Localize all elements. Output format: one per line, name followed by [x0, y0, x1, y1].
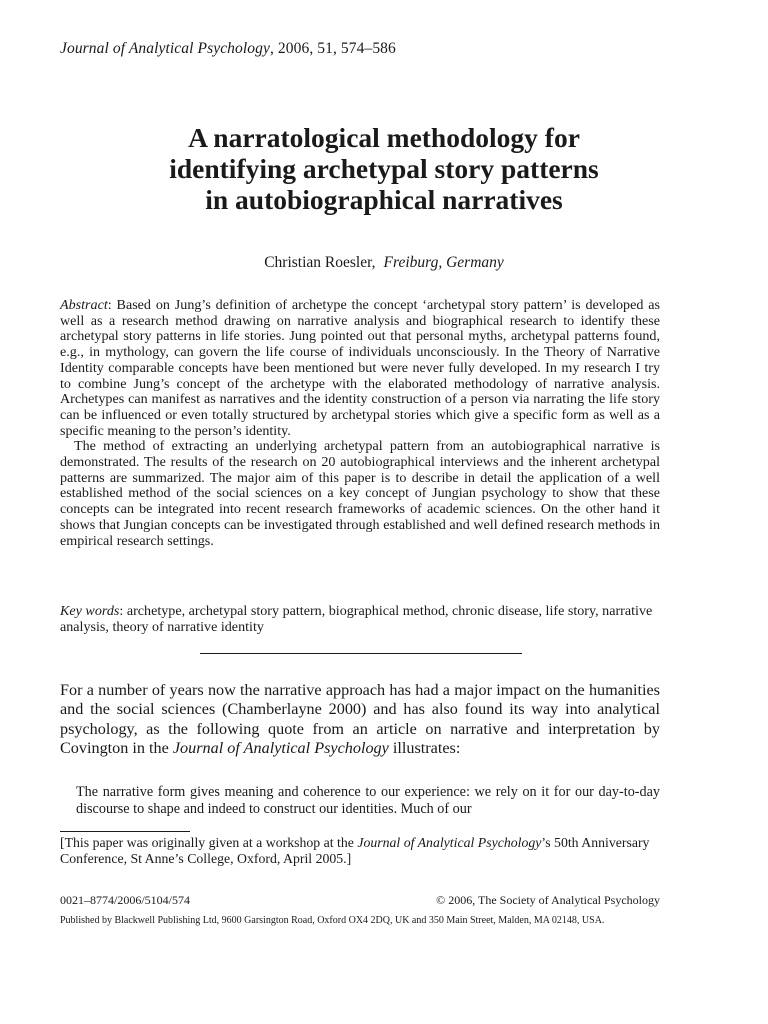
body-intro	[60, 681, 660, 759]
intro-text-start: For a number of years now the narrative approach has had a major impact on the humanities and the social sciences (Chamberlayne 2000) and has also found its way into analytical psychology, as the following quote from an article on narrative and interpretation by Covington in the	[60, 681, 660, 758]
footer-line	[60, 893, 660, 908]
abstract-paragraph-2: The method of extracting an underlying archetypal pattern from an autobiographical narrative is demonstrated. The results of the research on 20 autobiographical interviews and the inherent archetypal patterns are summarized. The major aim of this paper is to describe in detail the application of a well established method of the social sciences on a key concept of Jungian psychology to show that these concepts can be integrated into recent research frameworks of academic sciences. On the other hand it shows that Jungian concepts can be investigated through established and well defined research methods in empirical research settings.	[60, 438, 660, 549]
journal-name: Journal of Analytical Psychology	[60, 40, 270, 57]
footnote-text	[60, 835, 660, 867]
intro-text-end: illustrates:	[388, 739, 461, 758]
title-line-3: in autobiographical narratives	[205, 184, 563, 215]
abstract-label: Abstract	[60, 297, 108, 313]
journal-citation	[60, 40, 396, 58]
publisher-info: Published by Blackwell Publishing Ltd, 9600 Garsington Road, Oxford OX4 2DQ, UK and 350 Main Street, Malden, MA 02148, USA.	[60, 915, 605, 926]
copyright-notice: © 2006, The Society of Analytical Psychology	[436, 893, 660, 907]
abstract-text-1: : Based on Jung’s definition of archetype the concept ‘archetypal story pattern’ is developed as well as a research method drawing on narrative analysis and biographical research to identify these archetypal story patterns in life stories. Jung pointed out that personal myths, archetypal patterns found, e.g., in mythology, can govern the life course of individuals unconsciously. In the Theory of Narrative Identity comparable concepts have been mentioned but were never fully developed. In my research I try to combine Jung’s concept of the archetype with the elaborated methodology of narrative analysis. Archetypes can manifest as narratives and the identity construction of a person via narrating the life story can be influenced or even totally structured by archetypal stories which give a specific form as well as a specific meaning to the person’s identity.	[60, 297, 660, 439]
intro-paragraph	[60, 681, 660, 759]
keywords-section	[60, 603, 660, 635]
footnote-divider	[60, 831, 190, 832]
keywords-text: : archetype, archetypal story pattern, biographical method, chronic disease, life story, narrative analysis, theory of narrative identity	[60, 603, 653, 635]
quote-text: The narrative form gives meaning and coherence to our experience: we rely on it for our day-to-day discourse to shape and indeed to construct our identities. Much of our	[76, 784, 660, 817]
footnote	[60, 835, 660, 867]
abstract-paragraph-1	[60, 298, 660, 439]
intro-journal-ref: Journal of Analytical Psychology	[172, 739, 389, 758]
abstract-section	[60, 298, 660, 549]
footnote-text-start: [This paper was originally given at a workshop at the	[60, 835, 358, 850]
article-title	[60, 122, 708, 215]
title-line-1: A narratological methodology for	[188, 122, 580, 153]
author-name: Christian Roesler,	[264, 254, 376, 271]
title-line-2: identifying archetypal story patterns	[169, 153, 599, 184]
section-divider	[200, 653, 522, 654]
footnote-text-end: ’s 50th Anniversary Conference, St Anne’s College, Oxford, April 2005.]	[60, 835, 650, 866]
footnote-journal-ref: Journal of Analytical Psychology	[357, 835, 542, 850]
author-location: Freiburg, Germany	[383, 254, 504, 271]
keywords-label: Key words	[60, 603, 120, 619]
block-quote	[76, 784, 660, 817]
citation-details: , 2006, 51, 574–586	[269, 40, 396, 57]
issn-code: 0021–8774/2006/5104/574	[60, 893, 191, 907]
author-affiliation	[60, 254, 708, 272]
